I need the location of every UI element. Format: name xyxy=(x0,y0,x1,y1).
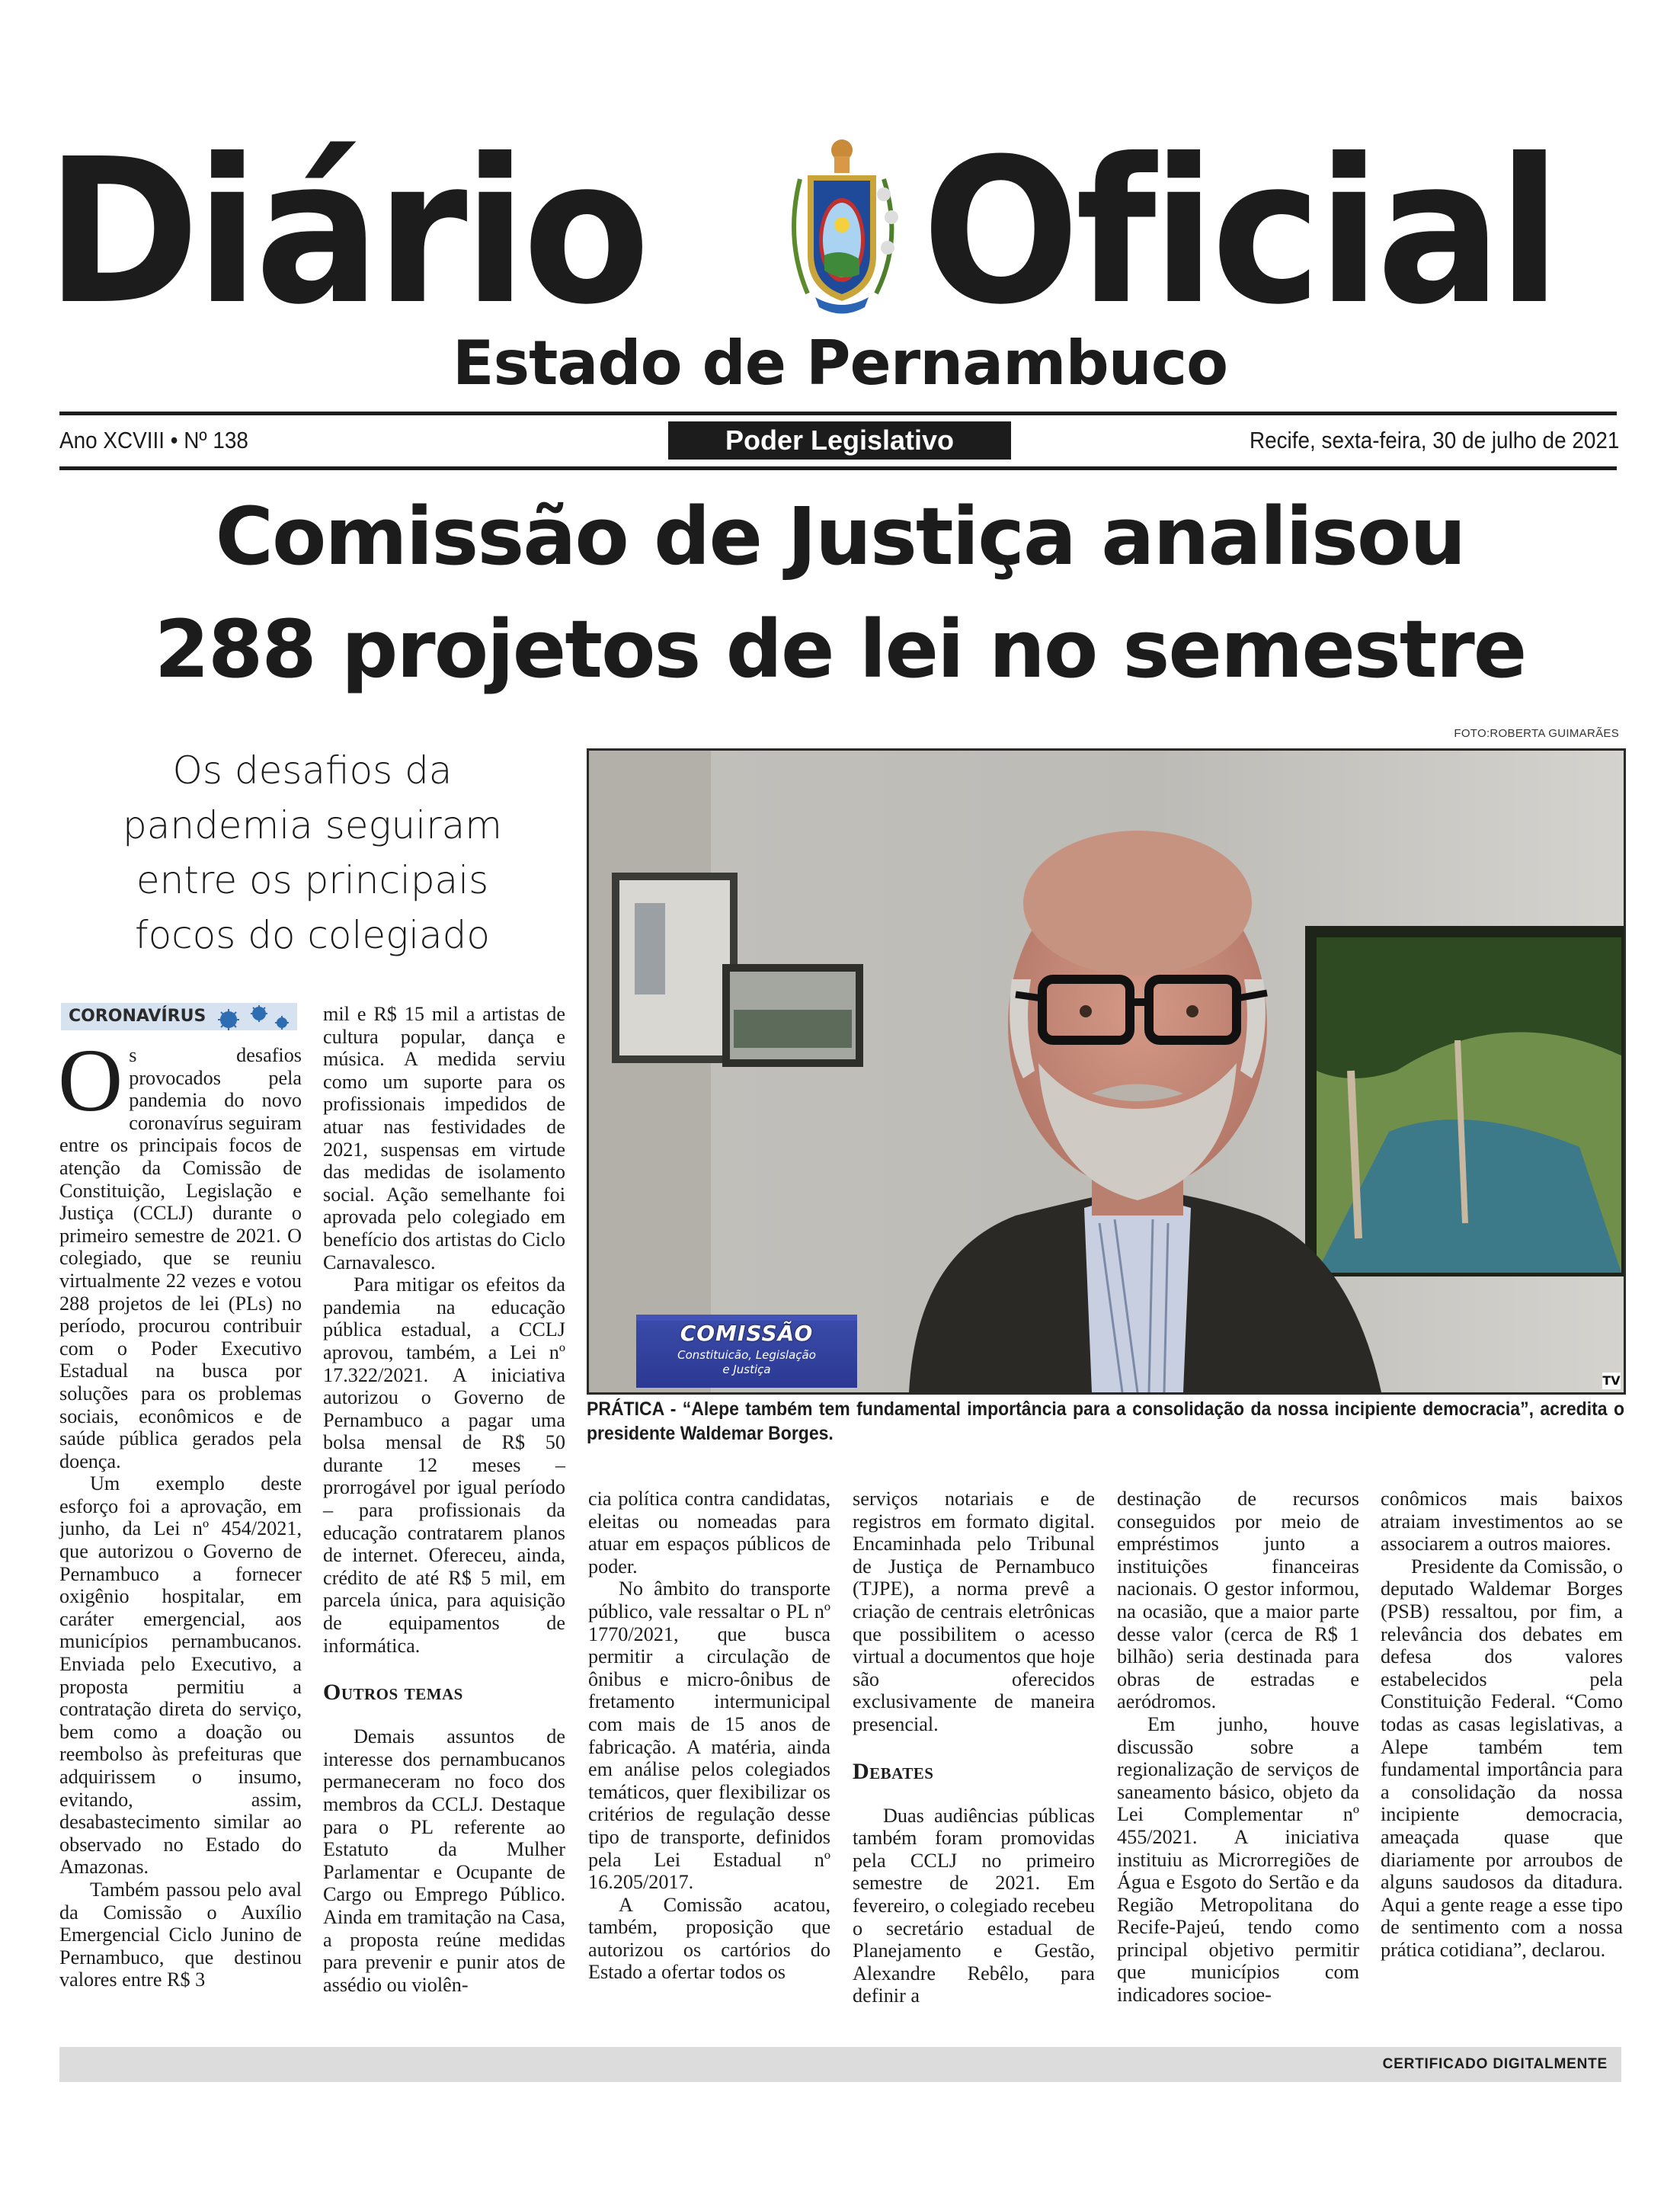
article-photo xyxy=(587,748,1626,1395)
paragraph: Duas audiências públicas também foram promovidas pela CCLJ no primeiro semestre de 2021. Em fevereiro, o colegiado recebeu o secretário estadual de Planejamento e Gestão, Alexandre Rebêlo, para definir a xyxy=(853,1804,1095,2007)
tv-overlay-subtitle-line: e Justiça xyxy=(722,1363,771,1376)
publication-date: Recife, sexta-feira, 30 de julho de 2021 xyxy=(1249,427,1619,453)
kicker-label: CORONAVÍRUS xyxy=(69,1007,206,1026)
headline-line: Comissão de Justiça analisou xyxy=(215,490,1465,583)
footer-bar xyxy=(59,2047,1621,2082)
divider xyxy=(59,412,1617,415)
coat-of-arms-icon xyxy=(770,133,914,324)
article-column-6 xyxy=(1381,1488,1623,1961)
paragraph: destinação de recursos conseguidos por meio de empréstimos junto a instituições financeiras nacionais. O gestor informou, na ocasião, que a maior parte desse valor (cerca de R$ 1 bilhão) seria destinada para obras de estradas e aeródromos. xyxy=(1117,1488,1359,1713)
photo-credit: FOTO:ROBERTA GUIMARÃES xyxy=(1454,727,1619,740)
tv-overlay-subtitle xyxy=(636,1348,857,1377)
paragraph: conômicos mais baixos atraiam investimentos ao se associarem a outros maiores. xyxy=(1381,1488,1623,1555)
section-badge: Poder Legislativo xyxy=(668,421,1011,460)
paragraph: cia política contra candidatas, eleitas ou nomeadas para atuar em espaços públicos de poder. xyxy=(588,1488,830,1578)
section-kicker xyxy=(61,1003,297,1030)
tv-lower-third xyxy=(636,1315,857,1388)
paragraph-text: s desafios provocados pela pandemia do novo coronavírus seguiram entre os principais focos de atenção da Comissão de Constituição, Legislação e Justiça (CCLJ) durante o primeiro semestre de 2021. O colegiado, que se reuniu virtualmente 22 vezes e votou 288 projetos de lei (PLs) no período, procurou contribuir com o Poder Executivo Estadual na busca por soluções para os problemas sociais, econômicos e de saúde pública gerados pela doença. xyxy=(59,1044,302,1472)
paragraph: A Comissão acatou, também, proposição que autorizou os cartórios do Estado a ofertar todos os xyxy=(588,1893,830,1984)
tv-overlay-subtitle-line: Constituicão, Legislação xyxy=(677,1348,816,1362)
deck xyxy=(53,743,571,963)
headline-line: 288 projetos de lei no semestre xyxy=(154,603,1526,696)
tv-logo-text: TV xyxy=(1602,1373,1621,1388)
article-column-1 xyxy=(58,1030,302,1991)
article-column-5 xyxy=(1117,1488,1359,2007)
masthead-title-left: Diário xyxy=(46,116,646,348)
paragraph: Demais assuntos de interesse dos pernambucanos permaneceram no foco dos membros da CCLJ. Destaque para o PL referente ao Estatuto da Mulher Parlamentar e Ocupante de Cargo ou Emprego Público. Ainda em tramitação na Casa, a proposta reúne medidas para prevenir e punir atos de assédio ou violên- xyxy=(323,1725,565,1996)
deck-line: pandemia seguiram xyxy=(123,803,502,847)
deck-line: focos do colegiado xyxy=(134,913,491,957)
masthead-title-right: Oficial xyxy=(922,116,1557,348)
article-column-4 xyxy=(853,1488,1095,2007)
subheading-outros-temas: Outros temas xyxy=(323,1680,463,1706)
virus-icon xyxy=(212,1004,296,1030)
deck-line: Os desafios da xyxy=(172,748,453,793)
paragraph: Presidente da Comissão, o deputado Waldemar Borges (PSB) ressaltou, por fim, a relevância dos debates em defesa dos valores estabelecidos pela Constituição Federal. “Como todas as casas legislativas, a Alepe também tem fundamental importância para a consolidação da nossa incipiente democracia, ameaçada quase que diariamente por arroubos de alguns saudosos da ditadura. Aqui a gente reage a esse tipo de sentimento com a nossa prática cotidiana”, declarou. xyxy=(1381,1555,1623,1961)
masthead-subtitle: Estado de Pernambuco xyxy=(452,328,1228,399)
article-column-2 xyxy=(323,1003,565,1996)
subheading-debates: Debates xyxy=(853,1758,934,1784)
divider xyxy=(59,466,1617,470)
paragraph: serviços notariais e de registros em formato digital. Encaminhada pelo Tribunal de Justiça de Pernambuco (TJPE), a norma prevê a criação de centrais eletrônicas que possibilitem o acesso virtual a documentos que hoje são oferecidos exclusivamente de maneira presencial. xyxy=(853,1488,1095,1735)
paragraph: Para mitigar os efeitos da pandemia na educação pública estadual, a CCLJ aprovou, também, a Lei nº 17.322/2021. A iniciativa autorizou o Governo de Pernambuco a pagar uma bolsa mensal de R$ 50 durante 12 meses – prorrogável por igual período – para profissionais da educação contratarem planos de internet. Ofereceu, ainda, crédito de até R$ 5 mil, em parcela única, para aquisição de equipamentos de informática. xyxy=(323,1273,565,1657)
paragraph: Um exemplo deste esforço foi a aprovação, em junho, da Lei nº 454/2021, que autorizou o Governo de Pernambuco a fornecer oxigênio hospitalar, em caráter emergencial, aos municípios pernambucanos. Enviada pelo Executivo, a proposta permitiu a contratação direta do serviço, bem como a doação ou reembolso às prefeituras que adquirissem o insumo, evitando, assim, desabastecimento similar ao observado no Estado do Amazonas. xyxy=(59,1472,302,1879)
tv-logo-icon xyxy=(1602,1373,1621,1389)
paragraph: No âmbito do transporte público, vale ressaltar o PL nº 1770/2021, que busca permitir a circulação de ônibus e micro-ônibus de fretamento intermunicipal com mais de 15 anos de fabricação. A matéria, ainda em análise pelos colegiados temáticos, quer flexibilizar os critérios de regulação desse tipo de transporte, definidos pela Lei Estadual nº 16.205/2017. xyxy=(588,1578,830,1894)
paragraph: mil e R$ 15 mil a artistas de cultura popular, dança e música. A medida serviu como um suporte para os profissionais impedidos de atuar nas festividades de 2021, suspensas em virtude das medidas de isolamento social. Ação semelhante foi aprovada pelo colegiado em benefício dos artistas do Ciclo Carnavalesco. xyxy=(323,1003,565,1273)
photo-caption: PRÁTICA - “Alepe também tem fundamental importância para a consolidação da nossa incipiente democracia”, acredita o presidente Waldemar Borges. xyxy=(587,1398,1624,1444)
drop-cap: O xyxy=(58,1030,123,1130)
tv-overlay-title: COMISSÃO xyxy=(680,1321,814,1346)
paragraph xyxy=(58,1030,302,1472)
masthead xyxy=(46,116,1638,348)
article-column-3 xyxy=(588,1488,830,1984)
paragraph: Em junho, houve discussão sobre a regionalização de serviços de saneamento básico, objeto da Lei Complementar nº 455/2021. A iniciativa instituiu as Microrregiões de Água e Esgoto do Sertão e da Região Metropolitana do Recife-Pajeú, tendo como principal objetivo permitir que municípios com indicadores socioe- xyxy=(1117,1712,1359,2007)
digital-certification-label: CERTIFICADO DIGITALMENTE xyxy=(1382,2056,1608,2072)
issue-number: Ano XCVIII • Nº 138 xyxy=(59,427,248,453)
paragraph: Também passou pelo aval da Comissão o Auxílio Emergencial Ciclo Junino de Pernambuco, que destinou valores entre R$ 3 xyxy=(59,1878,302,1991)
headline xyxy=(0,480,1680,706)
deck-line: entre os principais xyxy=(136,858,489,902)
photo-scene xyxy=(589,751,1624,1392)
